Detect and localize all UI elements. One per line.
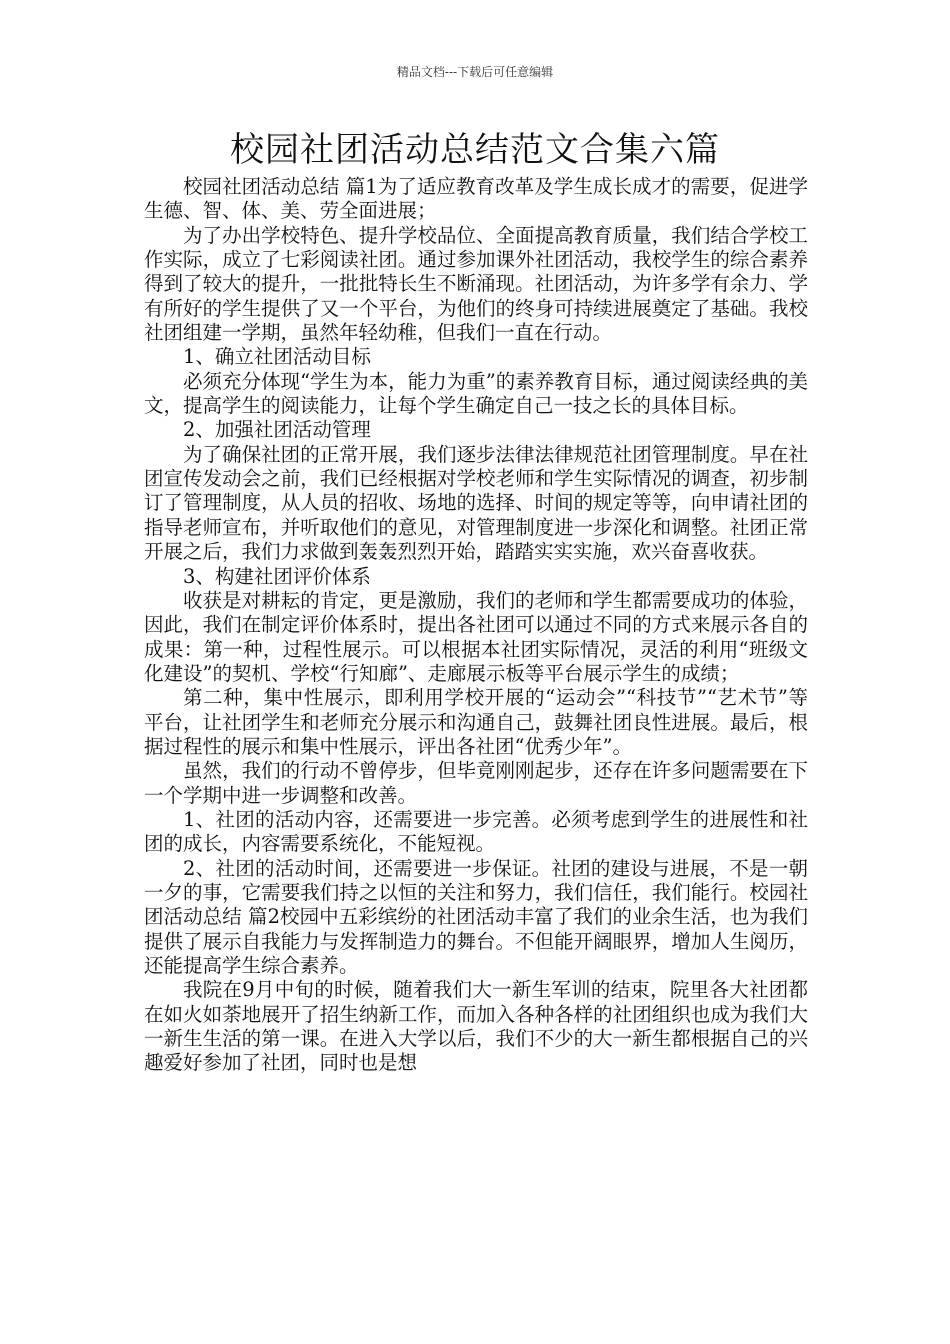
document-title: 校园社团活动总结范文合集六篇 — [230, 130, 720, 170]
paragraph: 校园社团活动总结 篇1为了适应教育改革及学生成长成才的需要，促进学生德、智、体、美、劳全面进展； — [144, 175, 808, 223]
paragraph: 第二种，集中性展示，即利用学校开展的“运动会”“科技节”“艺术节”等平台，让社团学生和老师充分展示和沟通自己，鼓舞社团良性进展。最后，根据过程性的展示和集中性展示，评出各社团“优秀少年”。 — [144, 686, 808, 758]
page-header: 精品文档---下载后可任意编辑 — [396, 65, 554, 79]
section-heading: 3、构建社团评价体系 — [183, 564, 371, 588]
section-heading: 1、确立社团活动目标 — [183, 345, 371, 369]
paragraph: 2、社团的活动时间，还需要进一步保证。社团的建设与进展，不是一朝一夕的事，它需要我们持之以恒的关注和努力，我们信任，我们能行。校园社团活动总结 篇2校园中五彩缤纷的社团活动丰富了我们的业余生活，也为我们提供了展示自我能力与发挥制造力的舞台。不但能开阔眼界，增加人生阅历，还能提高学生综合素养。 — [144, 856, 808, 977]
paragraph: 收获是对耕耘的肯定，更是激励，我们的老师和学生都需要成功的体验，因此，我们在制定评价体系时，提出各社团可以通过不同的方式来展示各自的成果：第一种，过程性展示。可以根据本社团实际情况，灵活的利用“班级文化建设”的契机、学校“行知廊”、走廊展示板等平台展示学生的成绩； — [144, 588, 808, 685]
paragraph: 为了办出学校特色、提升学校品位、全面提高教育质量，我们结合学校工作实际，成立了七彩阅读社团。通过参加课外社团活动，我校学生的综合素养得到了较大的提升，一批批特长生不断涌现。社团活动，为许多学有余力、学有所好的学生提供了又一个平台，为他们的终身可持续进展奠定了基础。我校社团组建一学期，虽然年轻幼稚，但我们一直在行动。 — [144, 223, 808, 345]
paragraph: 为了确保社团的正常开展，我们逐步法律法律规范社团管理制度。早在社团宣传发动会之前，我们已经根据对学校老师和学生实际情况的调查，初步制订了管理制度，从人员的招收、场地的选择、时间的规定等等，向申请社团的指导老师宣布，并听取他们的意见，对管理制度进一步深化和调整。社团正常开展之后，我们力求做到轰轰烈烈开始，踏踏实实实施，欢兴奋喜收获。 — [144, 442, 808, 564]
section-heading: 2、加强社团活动管理 — [183, 418, 371, 442]
paragraph: 必须充分体现“学生为本，能力为重”的素养教育目标，通过阅读经典的美文，提高学生的阅读能力，让每个学生确定自己一技之长的具体目标。 — [144, 369, 808, 418]
paragraph: 虽然，我们的行动不曾停步，但毕竟刚刚起步，还存在许多问题需要在下一个学期中进一步调整和改善。 — [144, 759, 808, 807]
document-body — [144, 175, 808, 1076]
paragraph: 1、社团的活动内容，还需要进一步完善。必须考虑到学生的进展性和社团的成长，内容需要系统化，不能短视。 — [144, 807, 808, 856]
paragraph: 我院在9月中旬的时候，随着我们大一新生军训的结束，院里各大社团都在如火如荼地展开了招生纳新工作，而加入各种各样的社团组织也成为我们大一新生生活的第一课。在进入大学以后，我们不少的大一新生都根据自己的兴趣爱好参加了社团，同时也是想 — [144, 978, 808, 1075]
